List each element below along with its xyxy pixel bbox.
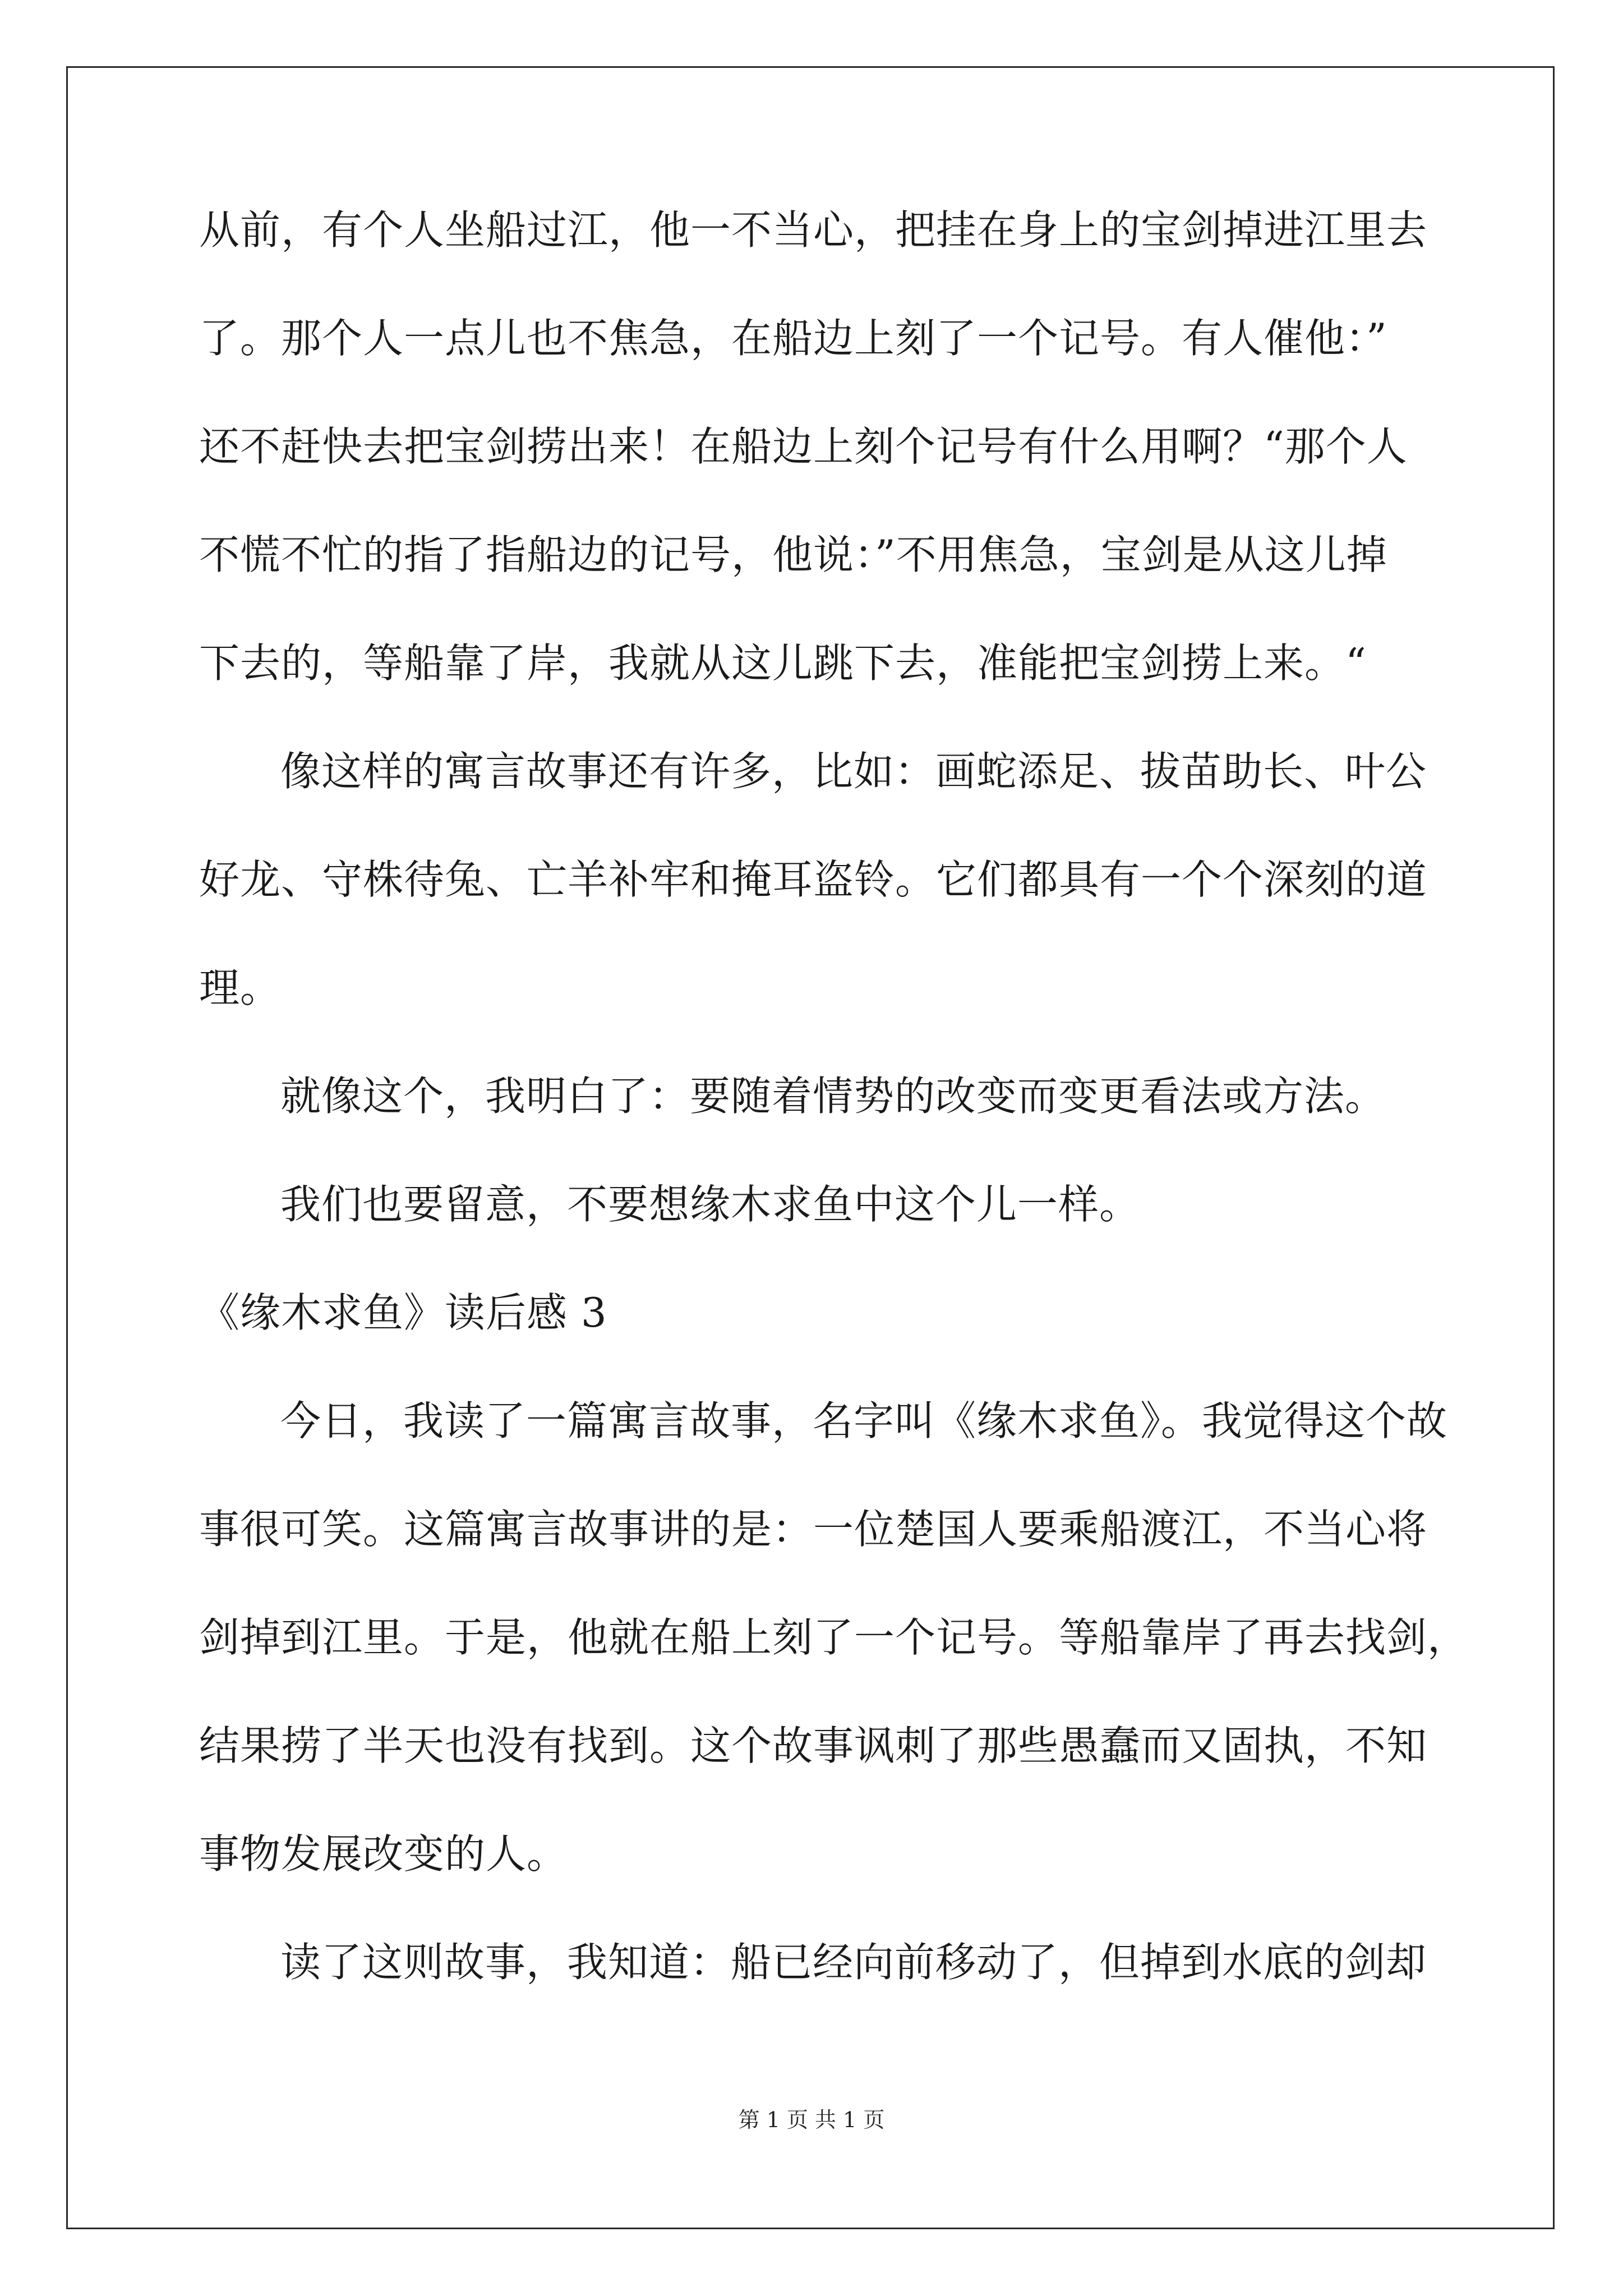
text-line: 就像这个，我明白了：要随着情势的改变而变更看法或方法。 xyxy=(280,1073,1386,1120)
text-line: 理。 xyxy=(199,964,282,1011)
text-line: 结果捞了半天也没有找到。这个故事讽刺了那些愚蠢而又固执，不知 xyxy=(199,1722,1428,1769)
text-line: 不慌不忙的指了指船边的记号，他说：”不用焦急，宝剑是从这儿掉 xyxy=(199,531,1387,578)
text-line: 像这样的寓言故事还有许多，比如：画蛇添足、拔苗助长、叶公 xyxy=(280,748,1427,795)
text-line: 从前，有个人坐船过江，他一不当心，把挂在身上的宝剑掉进江里去 xyxy=(199,206,1428,254)
text-line: 事很可笑。这篇寓言故事讲的是：一位楚国人要乘船渡江，不当心将 xyxy=(199,1506,1428,1553)
page-border xyxy=(66,66,1555,2229)
text-line: 剑掉到江里。于是，他就在船上刻了一个记号。等船靠岸了再去找剑， xyxy=(199,1614,1469,1661)
text-line: 下去的，等船靠了岸，我就从这儿跳下去，准能把宝剑捞上来。“ xyxy=(199,639,1367,687)
text-line: 我们也要留意，不要想缘木求鱼中这个儿一样。 xyxy=(280,1181,1141,1228)
text-line: 好龙、守株待兔、亡羊补牢和掩耳盗铃。它们都具有一个个深刻的道 xyxy=(199,856,1428,903)
section-heading: 《缘木求鱼》读后感 3 xyxy=(199,1289,607,1336)
text-line: 读了这则故事，我知道：船已经向前移动了，但掉到水底的剑却 xyxy=(280,1939,1427,1986)
page-number-footer: 第 1 页 共 1 页 xyxy=(738,2108,885,2132)
text-line: 今日，我读了一篇寓言故事，名字叫《缘木求鱼》。我觉得这个故 xyxy=(280,1397,1448,1444)
text-line: 还不赶快去把宝剑捞出来！在船边上刻个记号有什么用啊？“那个人 xyxy=(199,423,1408,470)
text-line: 了。那个人一点儿也不焦急，在船边上刻了一个记号。有人催他：” xyxy=(199,315,1387,362)
text-line: 事物发展改变的人。 xyxy=(199,1830,568,1878)
